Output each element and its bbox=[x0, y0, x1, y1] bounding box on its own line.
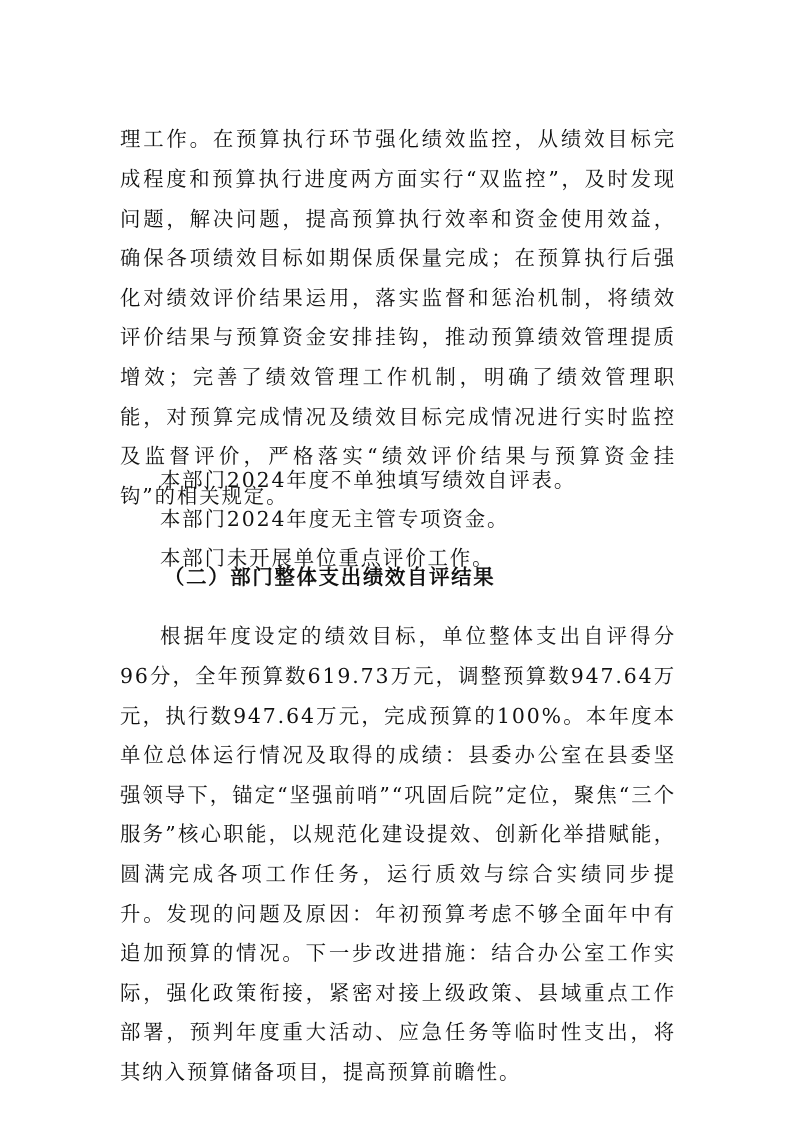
section-heading-overall-result: （二）部门整体支出绩效自评结果 bbox=[164, 565, 496, 589]
paragraph-no-special-funds: 本部门2024年度无主管专项资金。 bbox=[160, 507, 510, 532]
paragraph-no-key-evaluation: 本部门未开展单位重点评价工作。 bbox=[160, 546, 495, 571]
paragraph-continuation: 理工作。在预算执行环节强化绩效监控，从绩效目标完成程度和预算执行进度两方面实行“双监控”，及时发现问题，解决问题，提高预算执行效率和资金使用效益，确保各项绩效目标如期保质保量完成；在预算执行后强化对绩效评价结果运用，落实监督和惩治机制，将绩效评价结果与预算资金安排挂钩，推动预算绩效管理提质增效；完善了绩效管理工作机制，明确了绩效管理职能，对预算完成情况及绩效目标完成情况进行实时监控及监督评价，严格落实“绩效评价结果与预算资金挂钩”的相关规定。 bbox=[120, 127, 676, 508]
paragraph-no-self-eval-form: 本部门2024年度不单独填写绩效自评表。 bbox=[160, 468, 577, 493]
paragraph-overall-result: 根据年度设定的绩效目标，单位整体支出自评得分96分，全年预算数619.73万元，调整预算数947.64万元，执行数947.64万元，完成预算的100%。本年度本单位总体运行情况及取得的成绩：县委办公室在县委坚强领导下，锚定“坚强前哨”“巩固后院”定位，聚焦“三个服务”核心职能，以规范化建设提效、创新化举措赋能，圆满完成各项工作任务，运行质效与综合实绩同步提升。发现的问题及原因：年初预算考虑不够全面年中有追加预算的情况。下一步改进措施：结合办公室工作实际，强化政策衔接，紧密对接上级政策、县域重点工作部署，预判年度重大活动、应急任务等临时性支出，将其纳入预算储备项目，提高预算前瞻性。 bbox=[120, 624, 676, 1084]
